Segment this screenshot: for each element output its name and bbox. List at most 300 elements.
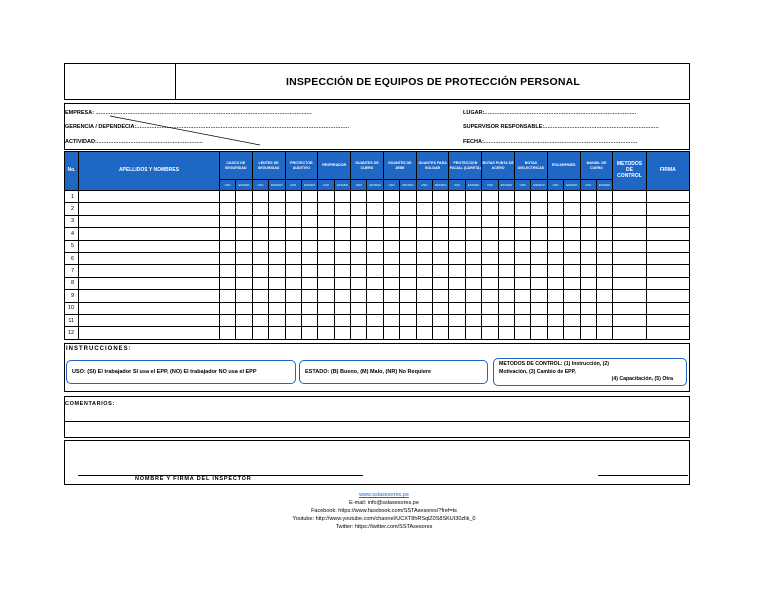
table-cell[interactable] bbox=[400, 191, 416, 203]
table-cell[interactable] bbox=[416, 314, 432, 326]
table-cell[interactable] bbox=[580, 314, 596, 326]
table-cell[interactable] bbox=[531, 302, 547, 314]
table-cell[interactable] bbox=[498, 191, 514, 203]
table-cell[interactable] bbox=[596, 252, 612, 264]
table-cell[interactable] bbox=[269, 277, 285, 289]
table-cell[interactable] bbox=[400, 290, 416, 302]
table-cell[interactable] bbox=[498, 314, 514, 326]
table-cell[interactable] bbox=[269, 228, 285, 240]
table-cell[interactable] bbox=[252, 277, 268, 289]
table-cell[interactable] bbox=[433, 215, 449, 227]
table-cell[interactable] bbox=[515, 228, 531, 240]
table-cell[interactable] bbox=[547, 265, 563, 277]
table-cell[interactable] bbox=[318, 203, 334, 215]
table-cell[interactable] bbox=[383, 290, 399, 302]
table-cell[interactable] bbox=[79, 215, 220, 227]
table-cell[interactable] bbox=[580, 290, 596, 302]
table-cell[interactable] bbox=[219, 228, 235, 240]
table-cell[interactable] bbox=[219, 252, 235, 264]
table-cell[interactable] bbox=[465, 277, 481, 289]
table-cell[interactable] bbox=[613, 302, 646, 314]
table-cell[interactable] bbox=[383, 228, 399, 240]
table-cell[interactable] bbox=[498, 265, 514, 277]
table-cell[interactable] bbox=[416, 302, 432, 314]
table-cell[interactable] bbox=[79, 327, 220, 339]
table-cell[interactable] bbox=[269, 302, 285, 314]
table-cell[interactable] bbox=[79, 240, 220, 252]
table-cell[interactable] bbox=[400, 228, 416, 240]
table-cell[interactable] bbox=[646, 277, 689, 289]
table-cell[interactable] bbox=[580, 203, 596, 215]
table-cell[interactable] bbox=[482, 215, 498, 227]
table-cell[interactable] bbox=[416, 290, 432, 302]
table-cell[interactable] bbox=[482, 314, 498, 326]
table-cell[interactable] bbox=[547, 302, 563, 314]
table-cell[interactable] bbox=[465, 290, 481, 302]
table-cell[interactable] bbox=[547, 240, 563, 252]
table-cell[interactable] bbox=[547, 228, 563, 240]
table-cell[interactable] bbox=[219, 277, 235, 289]
table-cell[interactable] bbox=[252, 252, 268, 264]
table-cell[interactable] bbox=[613, 240, 646, 252]
table-cell[interactable] bbox=[334, 327, 350, 339]
table-cell[interactable] bbox=[334, 302, 350, 314]
table-cell[interactable] bbox=[564, 314, 580, 326]
table-cell[interactable] bbox=[515, 240, 531, 252]
table-cell[interactable] bbox=[318, 277, 334, 289]
table-cell[interactable] bbox=[301, 314, 317, 326]
table-cell[interactable] bbox=[236, 314, 252, 326]
table-cell[interactable] bbox=[318, 265, 334, 277]
table-cell[interactable] bbox=[79, 302, 220, 314]
table-cell[interactable] bbox=[646, 215, 689, 227]
table-cell[interactable] bbox=[596, 302, 612, 314]
table-cell[interactable] bbox=[515, 314, 531, 326]
table-cell[interactable] bbox=[285, 265, 301, 277]
table-cell[interactable] bbox=[236, 240, 252, 252]
table-cell[interactable] bbox=[433, 277, 449, 289]
table-cell[interactable] bbox=[531, 277, 547, 289]
table-cell[interactable] bbox=[383, 203, 399, 215]
table-cell[interactable] bbox=[580, 240, 596, 252]
table-cell[interactable] bbox=[400, 302, 416, 314]
table-cell[interactable] bbox=[367, 203, 383, 215]
table-cell[interactable] bbox=[515, 252, 531, 264]
table-cell[interactable] bbox=[367, 327, 383, 339]
table-cell[interactable] bbox=[269, 215, 285, 227]
table-cell[interactable] bbox=[531, 252, 547, 264]
table-cell[interactable] bbox=[269, 191, 285, 203]
table-cell[interactable] bbox=[646, 290, 689, 302]
table-cell[interactable] bbox=[596, 228, 612, 240]
table-cell[interactable] bbox=[547, 252, 563, 264]
table-cell[interactable] bbox=[236, 215, 252, 227]
table-cell[interactable] bbox=[416, 228, 432, 240]
table-cell[interactable] bbox=[334, 290, 350, 302]
table-cell[interactable] bbox=[580, 302, 596, 314]
table-cell[interactable] bbox=[367, 290, 383, 302]
table-cell[interactable] bbox=[547, 314, 563, 326]
table-cell[interactable] bbox=[433, 327, 449, 339]
table-cell[interactable] bbox=[433, 265, 449, 277]
table-cell[interactable] bbox=[613, 228, 646, 240]
table-cell[interactable] bbox=[531, 228, 547, 240]
table-cell[interactable] bbox=[564, 290, 580, 302]
table-cell[interactable] bbox=[285, 314, 301, 326]
table-cell[interactable] bbox=[564, 215, 580, 227]
table-cell[interactable] bbox=[646, 252, 689, 264]
table-cell[interactable] bbox=[449, 215, 465, 227]
table-cell[interactable] bbox=[465, 314, 481, 326]
table-cell[interactable] bbox=[383, 327, 399, 339]
table-cell[interactable] bbox=[433, 290, 449, 302]
table-cell[interactable] bbox=[498, 228, 514, 240]
table-cell[interactable] bbox=[580, 252, 596, 264]
table-cell[interactable] bbox=[465, 302, 481, 314]
table-cell[interactable] bbox=[236, 277, 252, 289]
table-cell[interactable] bbox=[531, 327, 547, 339]
table-cell[interactable] bbox=[219, 215, 235, 227]
table-cell[interactable] bbox=[580, 191, 596, 203]
table-cell[interactable] bbox=[367, 215, 383, 227]
table-cell[interactable] bbox=[596, 290, 612, 302]
table-cell[interactable] bbox=[383, 302, 399, 314]
table-cell[interactable] bbox=[318, 290, 334, 302]
table-cell[interactable] bbox=[646, 228, 689, 240]
table-cell[interactable] bbox=[79, 314, 220, 326]
table-cell[interactable] bbox=[482, 302, 498, 314]
table-cell[interactable] bbox=[351, 240, 367, 252]
table-cell[interactable] bbox=[416, 191, 432, 203]
table-cell[interactable] bbox=[219, 327, 235, 339]
table-cell[interactable] bbox=[334, 314, 350, 326]
table-cell[interactable] bbox=[252, 290, 268, 302]
table-cell[interactable] bbox=[351, 228, 367, 240]
table-cell[interactable] bbox=[383, 240, 399, 252]
table-cell[interactable] bbox=[564, 302, 580, 314]
table-cell[interactable] bbox=[547, 191, 563, 203]
table-cell[interactable] bbox=[613, 252, 646, 264]
table-cell[interactable] bbox=[351, 290, 367, 302]
table-cell[interactable] bbox=[596, 314, 612, 326]
table-cell[interactable] bbox=[301, 240, 317, 252]
table-cell[interactable] bbox=[318, 215, 334, 227]
table-cell[interactable] bbox=[547, 277, 563, 289]
table-cell[interactable] bbox=[236, 290, 252, 302]
table-cell[interactable] bbox=[596, 203, 612, 215]
table-cell[interactable] bbox=[285, 327, 301, 339]
table-cell[interactable] bbox=[564, 327, 580, 339]
table-cell[interactable] bbox=[383, 252, 399, 264]
table-cell[interactable] bbox=[416, 327, 432, 339]
table-cell[interactable] bbox=[400, 277, 416, 289]
table-cell[interactable] bbox=[482, 240, 498, 252]
table-cell[interactable] bbox=[367, 302, 383, 314]
table-cell[interactable] bbox=[383, 265, 399, 277]
table-cell[interactable] bbox=[564, 240, 580, 252]
table-cell[interactable] bbox=[515, 203, 531, 215]
table-cell[interactable] bbox=[252, 203, 268, 215]
table-cell[interactable] bbox=[646, 203, 689, 215]
table-cell[interactable] bbox=[301, 265, 317, 277]
table-cell[interactable] bbox=[400, 314, 416, 326]
table-cell[interactable] bbox=[449, 314, 465, 326]
table-cell[interactable] bbox=[416, 203, 432, 215]
table-cell[interactable] bbox=[285, 290, 301, 302]
table-cell[interactable] bbox=[301, 277, 317, 289]
table-cell[interactable] bbox=[465, 265, 481, 277]
table-cell[interactable] bbox=[351, 314, 367, 326]
table-cell[interactable] bbox=[449, 327, 465, 339]
table-cell[interactable] bbox=[334, 215, 350, 227]
table-cell[interactable] bbox=[351, 327, 367, 339]
table-cell[interactable] bbox=[482, 252, 498, 264]
table-cell[interactable] bbox=[449, 277, 465, 289]
table-cell[interactable] bbox=[301, 327, 317, 339]
table-cell[interactable] bbox=[301, 290, 317, 302]
table-cell[interactable] bbox=[79, 277, 220, 289]
table-cell[interactable] bbox=[79, 265, 220, 277]
table-cell[interactable] bbox=[646, 191, 689, 203]
table-cell[interactable] bbox=[334, 252, 350, 264]
table-cell[interactable] bbox=[236, 252, 252, 264]
table-cell[interactable] bbox=[383, 215, 399, 227]
table-cell[interactable] bbox=[269, 290, 285, 302]
table-cell[interactable] bbox=[252, 265, 268, 277]
table-cell[interactable] bbox=[318, 240, 334, 252]
table-cell[interactable] bbox=[252, 228, 268, 240]
table-cell[interactable] bbox=[613, 203, 646, 215]
table-cell[interactable] bbox=[79, 203, 220, 215]
table-cell[interactable] bbox=[465, 252, 481, 264]
table-cell[interactable] bbox=[301, 203, 317, 215]
table-cell[interactable] bbox=[482, 290, 498, 302]
table-cell[interactable] bbox=[547, 290, 563, 302]
table-cell[interactable] bbox=[498, 277, 514, 289]
table-cell[interactable] bbox=[318, 314, 334, 326]
table-cell[interactable] bbox=[219, 290, 235, 302]
table-cell[interactable] bbox=[400, 265, 416, 277]
table-cell[interactable] bbox=[318, 302, 334, 314]
table-cell[interactable] bbox=[285, 215, 301, 227]
table-cell[interactable] bbox=[433, 302, 449, 314]
table-cell[interactable] bbox=[351, 252, 367, 264]
table-cell[interactable] bbox=[465, 327, 481, 339]
table-cell[interactable] bbox=[301, 215, 317, 227]
table-cell[interactable] bbox=[318, 327, 334, 339]
table-cell[interactable] bbox=[400, 203, 416, 215]
table-cell[interactable] bbox=[416, 252, 432, 264]
table-cell[interactable] bbox=[252, 240, 268, 252]
table-cell[interactable] bbox=[515, 290, 531, 302]
table-cell[interactable] bbox=[564, 203, 580, 215]
table-cell[interactable] bbox=[285, 302, 301, 314]
table-cell[interactable] bbox=[219, 265, 235, 277]
website-link[interactable]: www.sslasesores.pe bbox=[359, 492, 409, 498]
table-cell[interactable] bbox=[367, 191, 383, 203]
table-cell[interactable] bbox=[351, 215, 367, 227]
table-cell[interactable] bbox=[465, 203, 481, 215]
table-cell[interactable] bbox=[236, 327, 252, 339]
table-cell[interactable] bbox=[482, 327, 498, 339]
table-cell[interactable] bbox=[613, 290, 646, 302]
table-cell[interactable] bbox=[531, 203, 547, 215]
table-cell[interactable] bbox=[580, 327, 596, 339]
table-cell[interactable] bbox=[498, 252, 514, 264]
table-cell[interactable] bbox=[433, 228, 449, 240]
table-cell[interactable] bbox=[449, 302, 465, 314]
table-cell[interactable] bbox=[449, 228, 465, 240]
table-cell[interactable] bbox=[334, 191, 350, 203]
table-cell[interactable] bbox=[269, 252, 285, 264]
table-cell[interactable] bbox=[219, 191, 235, 203]
table-cell[interactable] bbox=[367, 228, 383, 240]
table-cell[interactable] bbox=[580, 228, 596, 240]
table-cell[interactable] bbox=[416, 215, 432, 227]
table-cell[interactable] bbox=[334, 203, 350, 215]
table-cell[interactable] bbox=[301, 228, 317, 240]
table-cell[interactable] bbox=[318, 191, 334, 203]
table-cell[interactable] bbox=[531, 240, 547, 252]
table-cell[interactable] bbox=[498, 327, 514, 339]
table-cell[interactable] bbox=[515, 277, 531, 289]
table-cell[interactable] bbox=[252, 314, 268, 326]
table-cell[interactable] bbox=[400, 252, 416, 264]
table-cell[interactable] bbox=[515, 215, 531, 227]
table-cell[interactable] bbox=[564, 228, 580, 240]
table-cell[interactable] bbox=[547, 215, 563, 227]
table-cell[interactable] bbox=[449, 240, 465, 252]
table-cell[interactable] bbox=[646, 265, 689, 277]
table-cell[interactable] bbox=[531, 191, 547, 203]
table-cell[interactable] bbox=[449, 265, 465, 277]
table-cell[interactable] bbox=[564, 265, 580, 277]
table-cell[interactable] bbox=[433, 240, 449, 252]
table-cell[interactable] bbox=[285, 191, 301, 203]
table-cell[interactable] bbox=[252, 302, 268, 314]
table-cell[interactable] bbox=[531, 215, 547, 227]
table-cell[interactable] bbox=[301, 302, 317, 314]
table-cell[interactable] bbox=[252, 215, 268, 227]
table-cell[interactable] bbox=[236, 265, 252, 277]
table-cell[interactable] bbox=[465, 240, 481, 252]
table-cell[interactable] bbox=[531, 314, 547, 326]
table-cell[interactable] bbox=[547, 203, 563, 215]
table-cell[interactable] bbox=[252, 191, 268, 203]
table-cell[interactable] bbox=[646, 327, 689, 339]
table-cell[interactable] bbox=[367, 277, 383, 289]
table-cell[interactable] bbox=[400, 240, 416, 252]
table-cell[interactable] bbox=[580, 277, 596, 289]
table-cell[interactable] bbox=[433, 203, 449, 215]
table-cell[interactable] bbox=[285, 240, 301, 252]
table-cell[interactable] bbox=[465, 228, 481, 240]
table-cell[interactable] bbox=[269, 327, 285, 339]
table-cell[interactable] bbox=[465, 215, 481, 227]
table-cell[interactable] bbox=[318, 228, 334, 240]
table-cell[interactable] bbox=[515, 327, 531, 339]
table-cell[interactable] bbox=[400, 215, 416, 227]
table-cell[interactable] bbox=[269, 265, 285, 277]
table-cell[interactable] bbox=[531, 290, 547, 302]
table-cell[interactable] bbox=[285, 252, 301, 264]
table-cell[interactable] bbox=[482, 203, 498, 215]
table-cell[interactable] bbox=[269, 203, 285, 215]
table-cell[interactable] bbox=[613, 277, 646, 289]
table-cell[interactable] bbox=[219, 203, 235, 215]
table-cell[interactable] bbox=[383, 277, 399, 289]
table-cell[interactable] bbox=[79, 228, 220, 240]
table-cell[interactable] bbox=[465, 191, 481, 203]
table-cell[interactable] bbox=[596, 240, 612, 252]
table-cell[interactable] bbox=[416, 265, 432, 277]
table-cell[interactable] bbox=[482, 277, 498, 289]
table-cell[interactable] bbox=[236, 203, 252, 215]
table-cell[interactable] bbox=[646, 240, 689, 252]
table-cell[interactable] bbox=[613, 327, 646, 339]
table-cell[interactable] bbox=[433, 252, 449, 264]
table-cell[interactable] bbox=[515, 302, 531, 314]
table-cell[interactable] bbox=[301, 191, 317, 203]
table-cell[interactable] bbox=[564, 191, 580, 203]
table-cell[interactable] bbox=[498, 240, 514, 252]
table-cell[interactable] bbox=[79, 191, 220, 203]
table-cell[interactable] bbox=[646, 302, 689, 314]
table-cell[interactable] bbox=[367, 252, 383, 264]
table-cell[interactable] bbox=[596, 191, 612, 203]
table-cell[interactable] bbox=[596, 277, 612, 289]
table-cell[interactable] bbox=[498, 290, 514, 302]
table-cell[interactable] bbox=[613, 265, 646, 277]
table-cell[interactable] bbox=[400, 327, 416, 339]
table-cell[interactable] bbox=[351, 203, 367, 215]
table-cell[interactable] bbox=[334, 277, 350, 289]
table-cell[interactable] bbox=[383, 314, 399, 326]
table-cell[interactable] bbox=[449, 252, 465, 264]
table-cell[interactable] bbox=[416, 277, 432, 289]
table-cell[interactable] bbox=[367, 314, 383, 326]
table-cell[interactable] bbox=[269, 240, 285, 252]
table-cell[interactable] bbox=[318, 252, 334, 264]
table-cell[interactable] bbox=[79, 252, 220, 264]
table-cell[interactable] bbox=[383, 191, 399, 203]
table-cell[interactable] bbox=[367, 265, 383, 277]
table-cell[interactable] bbox=[219, 302, 235, 314]
table-cell[interactable] bbox=[498, 203, 514, 215]
table-cell[interactable] bbox=[449, 203, 465, 215]
table-cell[interactable] bbox=[482, 228, 498, 240]
table-cell[interactable] bbox=[482, 265, 498, 277]
table-cell[interactable] bbox=[498, 302, 514, 314]
table-cell[interactable] bbox=[564, 277, 580, 289]
table-cell[interactable] bbox=[580, 215, 596, 227]
table-cell[interactable] bbox=[613, 191, 646, 203]
table-cell[interactable] bbox=[219, 240, 235, 252]
table-cell[interactable] bbox=[580, 265, 596, 277]
table-cell[interactable] bbox=[285, 277, 301, 289]
table-cell[interactable] bbox=[596, 215, 612, 227]
table-cell[interactable] bbox=[482, 191, 498, 203]
table-cell[interactable] bbox=[285, 228, 301, 240]
table-cell[interactable] bbox=[334, 265, 350, 277]
table-cell[interactable] bbox=[498, 215, 514, 227]
table-cell[interactable] bbox=[351, 191, 367, 203]
table-cell[interactable] bbox=[547, 327, 563, 339]
table-cell[interactable] bbox=[79, 290, 220, 302]
table-cell[interactable] bbox=[515, 265, 531, 277]
table-cell[interactable] bbox=[351, 265, 367, 277]
table-cell[interactable] bbox=[367, 240, 383, 252]
